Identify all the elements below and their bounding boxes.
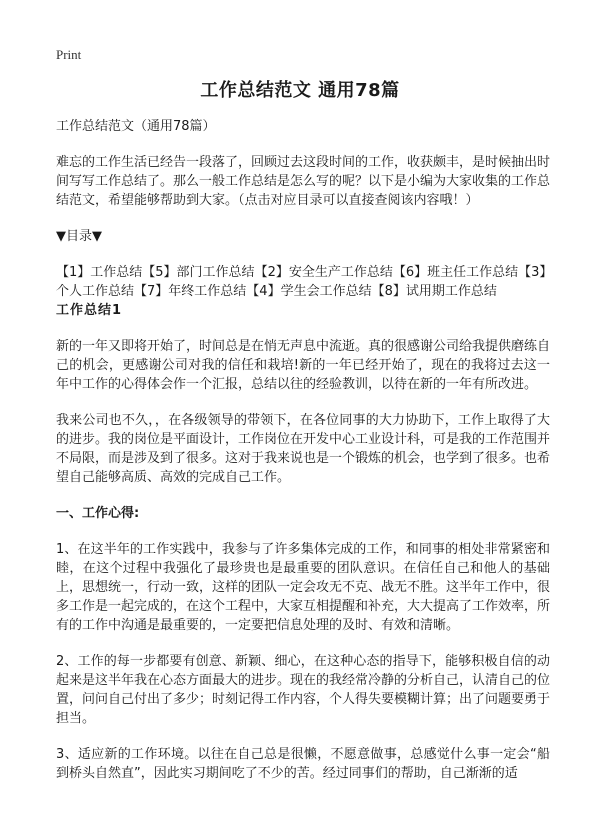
- toc-link-year-end-summary[interactable]: 【7】年终工作总结: [134, 284, 247, 299]
- toc-link-department-summary[interactable]: 【5】部门工作总结: [142, 265, 255, 280]
- subsection-heading: 一、工作心得:: [56, 506, 140, 521]
- toc-heading: ▼目录▼: [56, 229, 102, 244]
- numbered-point: 3、适应新的工作环境。以往在自己总是很懒，不愿意做事，总感觉什么事一定会“船到桥头自然直”，因此实习期间吃了不少的苦。经过同事们的帮助，自己渐渐的适: [56, 747, 550, 781]
- numbered-point: 2、工作的每一步都要有创意、新颖、细心，在这种心态的指导下，能够积极自信的动起来是这半年我在心态方面最大的进步。现在的我经常冷静的分析自己，认清自己的位置，问问自己付出了多少；时刻记得工作内容，个人得失要模糊计算；出了问题要勇于担当。: [56, 654, 551, 726]
- document-subtitle: 工作总结范文（通用78篇）: [56, 119, 216, 134]
- page-title: 工作总结范文 通用78篇: [200, 80, 400, 101]
- body-paragraph: 新的一年又即将开始了，时间总是在悄无声息中流逝。真的很感谢公司给我提供磨练自己的机会，更感谢公司对我的信任和栽培!新的一年已经开始了，现在的我将过去这一年中工作的心得体会作一个汇报，总结以往的经验教训，以待在新的一年有所改进。: [56, 339, 551, 392]
- toc-link-safety-summary[interactable]: 【2】安全生产工作总结: [254, 265, 393, 280]
- print-link[interactable]: Print: [56, 47, 82, 62]
- toc-link-homeroom-summary[interactable]: 【6】班主任工作总结: [392, 265, 519, 280]
- intro-paragraph: 难忘的工作生活已经告一段落了，回顾过去这段时间的工作，收获颇丰，是时候抽出时间写写工作总结了。那么一般工作总结是怎么写的呢？以下是小编为大家收集的工作总结范文，希望能够帮助到大家。（点击对应目录可以直接查阅该内容哦！）: [56, 155, 551, 208]
- toc-link-personal-summary[interactable]: 【3】个人工作总结: [56, 265, 546, 299]
- toc-link-work-summary[interactable]: 【1】工作总结: [56, 265, 143, 280]
- toc-link-student-union-summary[interactable]: 【4】学生会工作总结: [246, 284, 372, 299]
- toc-links: [56, 263, 550, 301]
- numbered-point: 1、在这半年的工作实践中，我参与了许多集体完成的工作，和同事的相处非常紧密和睦，在这个过程中我强化了最珍贵也是最重要的团队意识。在信任自己和他人的基础上，思想统一，行动一致，这样的团队一定会攻无不克、战无不胜。这半年工作中，很多工作是一起完成的，在这个工程中，大家互相提醒和补充，大大提高了工作效率，所有的工作中沟通是最重要的，一定要把信息处理的及时、有效和清晰。: [56, 542, 551, 633]
- toc-link-probation-summary[interactable]: 【8】试用期工作总结: [371, 284, 497, 299]
- document-body: [56, 117, 550, 800]
- section-heading: 工作总结1: [56, 303, 123, 318]
- body-paragraph: 我来公司也不久，，在各级领导的带领下，在各位同事的大力协助下，工作上取得了大的进步。我的岗位是平面设计，工作岗位在开发中心工业设计科，可是我的工作范围并不局限，而是涉及到了很多。这对于我来说也是一个锻炼的机会，也学到了很多。也希望自己能够高质、高效的完成自己工作。: [56, 413, 551, 485]
